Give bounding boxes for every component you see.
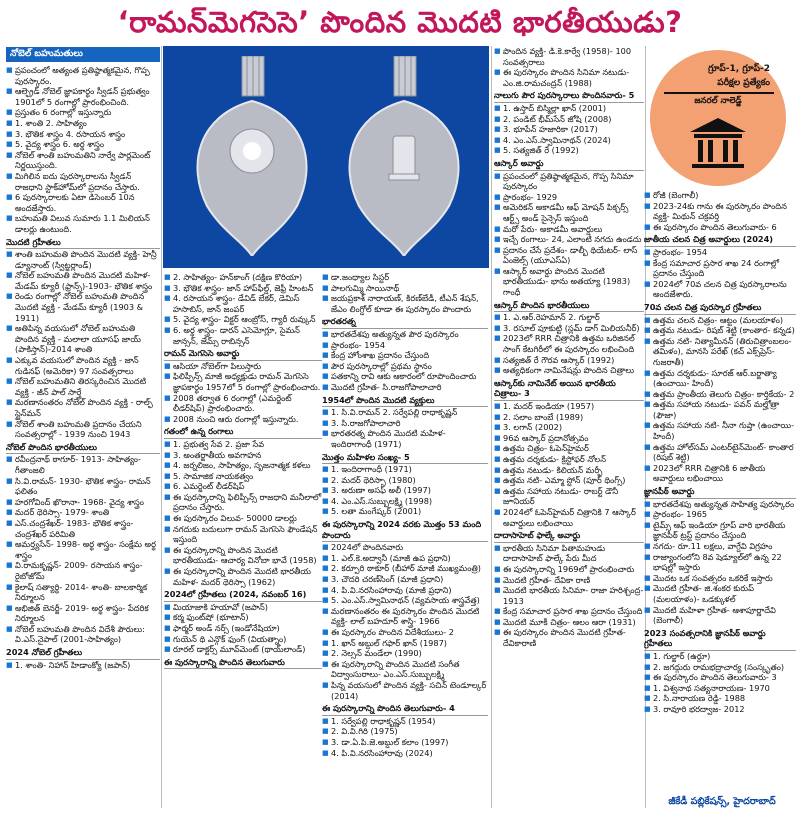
list-item: ■ రాజ్యాంగంలోని 8వ షెడ్యూల్‌లో ఉన్న 22 భాషల్లో ఇస్తారు xyxy=(644,552,796,573)
list-item: ■ ఎస్‌.చంద్రశేఖర్‌- 1983- భౌతిక శాస్త్రం- చంద్రశేఖర్‌ పరిమితి xyxy=(6,518,160,539)
ramon-magsaysay-medal-image xyxy=(177,56,327,256)
list-item: ■ 4. ఎం.ఎస్‌.సుబ్బులక్ష్మి (1998) xyxy=(322,496,488,507)
list-item: ■ ఈ పురస్కారం పొందిన తెలుగువారు- 6 xyxy=(644,222,796,233)
list-item: ■ మొదటి మహిళా గ్రహీత- ఆశాపూర్ణాదేవి (బెంగాలీ) xyxy=(644,605,796,626)
list-item: ■ 2023లో RRR చిత్రానికి 6 జాతీయ అవార్డులు లభించాయి xyxy=(644,463,796,484)
list-item: ■ ప్రపంచంలో ప్రతిష్ఠాత్మకమైన, గొప్ప సినిమా పురస్కారం xyxy=(494,171,644,192)
list-item: ■ ఉత్తమ సహాయ నటుడు- రాబర్ట్‌ డౌనీ జూనియర్‌ xyxy=(494,486,644,507)
list-item: ■ కేంద్ర హోంశాఖ ప్రదానం చేస్తుంది xyxy=(322,350,488,361)
list-item: ■ రూరల్‌ డాక్టర్స్‌ మూవ్‌మెంట్‌ (థాయ్‌లాండ్‌) xyxy=(164,644,322,655)
list-item: ■ 3. లగాన్‌ (2002) xyxy=(494,422,644,433)
subhead-2024-magsaysay: 2024లో గ్రహీతలు (2024, నవంబర్‌ 16) xyxy=(164,589,322,602)
list-item: ■ పొందిన వ్యక్తి- డి.కె.కార్వే (1958)- 100 సంవత్సరాలు xyxy=(494,46,644,67)
list-item: ■ ప్రదానం చేసే ప్రదేశం- డాల్బీ థియేటర్‌- లాస్‌ ఏంజెల్స్‌ (యూఎస్‌ఏ) xyxy=(494,245,644,266)
list-item: ■ 3. భౌతిక శాస్త్రం- జాన్‌ హాప్‌ఫీల్డ్‌, జెఫ్రీ హింటన్‌ xyxy=(164,283,322,294)
list-item: ■ సి.వి.రామన్‌- 1930- భౌతిక శాస్త్రం- రామన్‌ ఫలితం xyxy=(6,476,160,497)
list-item: ■ 2008 తర్వాత 6 రంగాల్లో (ఎమర్జెంట్‌ లీడర్‌షిప్‌) ప్రారంభించారు. xyxy=(164,393,322,414)
column-divider xyxy=(491,46,492,808)
building-icon xyxy=(686,112,750,176)
list-item: ■ 2024లో పొందినవారు xyxy=(322,542,488,553)
list-item: ■ 1. విశ్వనాథ సత్యనారాయణ- 1970 xyxy=(644,683,796,694)
medals-banner xyxy=(163,46,489,268)
list-item: ■ 1. ఎ.ఆర్‌.రెహమాన్‌ 2. గుల్జార్‌ xyxy=(494,312,644,323)
subhead-first-winners: మొదటి గ్రహీతలు xyxy=(6,237,160,250)
list-item: ■ 2024లో ఓపెన్‌హైమర్‌ చిత్రానికి 7 ఆస్కార్‌ అవార్డులు లభించాయి xyxy=(494,507,644,528)
list-item: ■ 2. జగద్గురు రామభద్రాచార్య (సంస్కృతం) xyxy=(644,662,796,673)
list-item: ■ 3. అరుణా అసఫ్‌ అలీ (1997) xyxy=(322,485,488,496)
list-item: ■ పౌర పురస్కారాల్లో ప్రథమ స్థానం xyxy=(322,361,488,372)
subhead-total-recipients: ఈ పురస్కారాన్ని 2024 వరకు మొత్తం 53 మంది పొందారు xyxy=(322,519,488,542)
subhead-old-categories: గతంలో ఉన్న రంగాలు xyxy=(164,426,322,439)
list-item: ■ నగదు- రూ.11 లక్షలు, వాగ్దేవి విగ్రహం xyxy=(644,541,796,552)
list-item: ■ డా.జంధ్యాల సిస్టర్‌ xyxy=(322,272,488,283)
page-title: ‘రామన్‌మెగసెసె’ పొందిన మొదటి భారతీయుడు? xyxy=(117,5,683,39)
list-item: ■ ఉత్తమ నటుడు- రిషబ్‌ శెట్టి (కాంతార- కన్నడ) xyxy=(644,325,796,336)
list-item: ■ 3. భౌతిక శాస్త్రం 4. రసాయన శాస్త్రం xyxy=(6,129,160,140)
subhead-oscar-nominated: ఆస్కార్‌కు నామినేట్‌ అయిన భారతీయ చిత్రాలు- 3 xyxy=(494,378,644,401)
list-item: ■ 4. పి.వి.నరసింహారావు (2024) xyxy=(322,748,488,759)
list-item: ■ 3. సి.రాజగోపాలాచారి xyxy=(322,418,488,429)
column-3 xyxy=(322,272,488,808)
list-item: ■ 1. ఎల్‌.కె.అద్వానీ (మాజీ ఉప ప్రధాని) xyxy=(322,553,488,564)
badge-line-1: గ్రూప్‌-1, గ్రూప్‌-2 xyxy=(708,64,770,74)
list-item: ■ 6 పురస్కారాలకు ఏటా డిసెంబర్‌ 10న అందజేస్తారు. xyxy=(6,192,160,213)
list-item: ■ రవీంద్రనాథ్‌ ఠాగూర్‌- 1913- సాహిత్యం- గీతాంజలి xyxy=(6,454,160,475)
list-item: ■ ఎక్కువ వయసులో పొందిన వ్యక్తి - జాన్‌ గుడినఫ్‌ (అమెరికా) 97 సంవత్సరాలు xyxy=(6,355,160,376)
list-item: ■ 2008 నుంచి ఆరు రంగాల్లో ఇస్తున్నారు. xyxy=(164,414,322,425)
list-item: ■ ఈ పురస్కారం పొందిన సినిమా నటుడు- ఎం.జి.రామచంద్రన్‌ (1988) xyxy=(494,67,644,88)
list-item: ■ ఆసియా నోబెల్‌గా పిలుస్తారు xyxy=(164,361,322,372)
subhead-2024-winners: 2024 నోబెల్‌ గ్రహీతలు xyxy=(6,647,160,660)
list-item: ■ బహుమతి విలువ సుమారు 1.1 మిలియన్‌ డాలర్లు ఉంటుంది. xyxy=(6,213,160,234)
list-item: ■ పాలగుమ్మి సాయినాథ్‌ xyxy=(322,283,488,294)
list-item: ■ ఉత్తమ నటుడు- కిలియన్‌ మర్ఫీ xyxy=(494,465,644,476)
list-item: ■ ఈ పురస్కారం పొందిన తెలుగువారు- 3 xyxy=(644,672,796,683)
list-item: ■ అమర్త్యసేన్‌- 1998- అర్థ శాస్త్రం- సంక్షేమ అర్థ శాస్త్రం xyxy=(6,539,160,560)
list-item: ■ ఫార్మర్‌ అండ్‌ నర్స్‌ (ఇండోనేషియా) xyxy=(164,623,322,634)
list-item: ■ ఉత్తమ దర్శకుడు- క్రిస్టోఫర్‌ నోలన్‌ xyxy=(494,454,644,465)
list-item: ■ 2023-24కు గాను ఈ పురస్కారం పొందిన వ్యక్తి- మిథున్‌ చక్రవర్తి xyxy=(644,201,796,222)
list-item: ■ భారతదేశపు అత్యున్నత పౌర పురస్కారం xyxy=(322,329,488,340)
column-2 xyxy=(164,272,322,808)
list-item: ■ నోబెల్‌ శాంతి బహుమతి ప్రదానం చేయని సంవత్సరాల్లో - 1939 నుంచి 1943 xyxy=(6,419,160,440)
list-item: ■ ఉత్తమ నటి- నిత్యామీనన్‌ (తిరుచిత్రాంబలం- తమిళం), మానసి పరేఖ్‌ (కచ్‌ ఎక్స్‌ప్రెస్‌- గుజరాతీ) xyxy=(644,336,796,368)
list-item: ■ 1. గుల్జార్‌ (ఉర్దూ) xyxy=(644,651,796,662)
list-item: ■ 3. చౌదరి చరణ్‌సింగ్‌ (మాజీ ప్రధాని) xyxy=(322,574,488,585)
list-item: ■ ఈ పురస్కారం విలువ- 50000 డాలర్లు xyxy=(164,513,322,524)
list-item: ■ ఉత్తమ హోల్‌సమ్‌ ఎంటర్‌టైన్‌మెంట్‌- కాంతార (రిషబ్‌ శెట్టి) xyxy=(644,442,796,463)
list-item: ■ ఉత్తమ నటి- ఎమ్మా స్టోన్‌ (పూర్‌ థింగ్స్‌) xyxy=(494,475,644,486)
subhead-women-count: మొత్తం మహిళల సంఖ్య- 5 xyxy=(322,452,488,465)
list-item: ■ 1. శాంతి- నిహాన్‌ హిడాంక్యో (జపాన్‌) xyxy=(6,660,160,671)
list-item: ■ మరో పేరు- అకాడమీ అవార్డులు xyxy=(494,224,644,235)
subhead-four-awards: నాలుగు పౌర పురస్కారాలు పొందినవారు- 5 xyxy=(494,90,644,103)
list-item: ■ 1. ఉస్తాద్‌ బిస్మిల్లా ఖాన్‌ (2001) xyxy=(494,103,644,114)
list-item: ■ అభిజిత్‌ బెనర్జీ- 2019- అర్థ శాస్త్రం- పేదరిక నిర్మూలన xyxy=(6,603,160,624)
list-item: ■ 1. ఖాన్‌ అబ్దుల్‌ గఫార్‌ ఖాన్‌ (1987) xyxy=(322,638,488,649)
list-item: ■ రోజీ (బెంగాలీ) xyxy=(644,190,796,201)
list-item: ■ 4. జర్నలిజం, సాహిత్యం, సృజనాత్మక కళలు xyxy=(164,460,322,471)
badge-line-3: జనరల్‌ నాలెడ్జ్‌ xyxy=(694,96,742,106)
list-item: ■ ప్రారంభం- 1929 xyxy=(494,192,644,203)
list-item: ■ భారతదేశపు అత్యున్నత సాహిత్య పురస్కారం xyxy=(644,499,796,510)
list-item: ■ ఈ పురస్కారం పొందిన మొదటి గ్రహీత- దేవికారాణి xyxy=(494,627,644,648)
list-item: ■ ప్రపంచంలో అత్యంత ప్రతిష్ఠాత్మకమైన, గొప్ప పురస్కారం. xyxy=(6,65,160,86)
list-item: ■ హరగోవింద్‌ ఖొరానా- 1968- వైద్య శాస్త్రం xyxy=(6,497,160,508)
list-item: ■ 2. సలాం బాంబే (1989) xyxy=(494,412,644,423)
subhead-indian-winners: నోబెల్‌ పొందిన భారతీయులు xyxy=(6,442,160,455)
subhead-bharat-ratna: భారతరత్న xyxy=(322,316,488,329)
list-item: ■ భారతరత్న పొందిన మొదటి మహిళ- ఇందిరాగాంధీ (1971) xyxy=(322,428,488,449)
list-item: ■ 2. సాహిత్యం- హన్‌కాంగ్‌ (దక్షిణ కొరియా) xyxy=(164,272,322,283)
list-item: ■ భారతీయ సినిమా పితామహుడు దాదాసాహెబ్‌ ఫాల్కే పేరు మీద xyxy=(494,543,644,564)
list-item: ■ 5. వైద్య శాస్త్రం- విక్టర్‌ ఆంబ్రోస్‌, గ్యారీ రువ్కున్‌ xyxy=(164,314,322,325)
list-item: ■ ఉత్తమ సహాయ నటి- నీనా గుప్తా (ఉంచాయి- హిందీ) xyxy=(644,420,796,441)
badge-divider xyxy=(664,92,774,94)
list-item: ■ 3. రసూల్‌ పూకుట్టి (స్లమ్‌ డాగ్‌ మిలియనీర్‌) xyxy=(494,323,644,334)
subhead-70th-winners: 70వ చలన చిత్ర పురస్కార గ్రహీతలు xyxy=(644,302,796,315)
list-item: ■ పతకాన్ని రావి ఆకు ఆకారంలో రూపొందించారు xyxy=(322,371,488,382)
list-item: ■ 1. మదర్‌ ఇండియా (1957) xyxy=(494,401,644,412)
list-item: ■ 1. సర్వేపల్లి రాధాకృష్ణన్‌ (1954) xyxy=(322,716,488,727)
subhead-jnanpith: జ్ఞానపీఠ్‌ అవార్డు xyxy=(644,486,796,499)
subhead-telugu-magsaysay: ఈ పురస్కారాన్ని పొందిన తెలుగువారు xyxy=(164,657,322,670)
list-item: ■ వి.రామకృష్ణన్‌- 2009- రసాయన శాస్త్రం- రైబోజోమ్‌ xyxy=(6,560,160,581)
list-item: ■ 3. అంతర్జాతీయ అవగాహన xyxy=(164,450,322,461)
list-item: ■ మొదటి భారతీయ సినిమా- రాజా హరిశ్చంద్ర- 1913 xyxy=(494,585,644,606)
list-item: ■ 5. సామాజిక నాయకత్వం xyxy=(164,471,322,482)
list-item: ■ పిన్న వయసులో పొందిన వ్యక్తి- సచిన్‌ టెండూల్కర్‌ (2014) xyxy=(322,680,488,701)
list-item: ■ ఉత్తమ దర్శకుడు- సూరజ్‌ ఆర్‌.బర్జాత్యా (ఉంచాయి- హిందీ) xyxy=(644,368,796,389)
column-divider xyxy=(161,46,162,808)
section-head-nobel: నోబెల్‌ బహుమతులు xyxy=(6,47,160,62)
list-item: ■ మరణానంతరం నోబెల్‌ పొందిన వ్యక్తి - రాల్ఫ్‌ స్టైన్‌మన్‌ xyxy=(6,397,160,418)
list-item: ■ ఆల్ఫ్రెడ్‌ నోబెల్‌ జ్ఞాపకార్థం స్వీడన్‌ ప్రభుత్వం 1901లో 5 రంగాల్లో ప్రారంభించింది. xyxy=(6,86,160,107)
list-item: ■ మొదటి గ్రహీత- సి.రాజగోపాలాచారి xyxy=(322,382,488,393)
list-item: ■ 2023లో RRR చిత్రానికి ఉత్తమ ఒరిజినల్‌ సాంగ్‌ కేటగిరీలో ఈ పురస్కారం లభించింది xyxy=(494,333,644,354)
list-item: ■ మరణానంతరం ఈ పురస్కారం పొందిన మొదటి వ్యక్తి- లాల్‌ బహదూర్‌ శాస్త్రి- 1966 xyxy=(322,606,488,627)
list-item: ■ ఫిలిప్పీన్స్‌ మాజీ అధ్యక్షుడు రామన్‌ మెగసెసె జ్ఞాపకార్థం 1957లో 5 రంగాల్లో ప్రారంభించారు. xyxy=(164,371,322,392)
list-item: ■ 6. అర్థ శాస్త్రం- డారన్‌ ఎసెమోగ్లూ, సైమన్‌ జాన్సన్‌, జేమ్స్‌ రాబిన్సన్‌ xyxy=(164,325,322,346)
list-item: ■ 2. సి.నారాయణ రెడ్డి- 1988 xyxy=(644,693,796,704)
list-item: ■ 4. పి.వి.నరసింహారావు (మాజీ ప్రధాని) xyxy=(322,585,488,596)
list-item: ■ 5. లతా మంగేష్కర్‌ (2001) xyxy=(322,506,488,517)
list-item: ■ 1. శాంతి 2. సాహిత్యం xyxy=(6,118,160,129)
badge-line-2: పరీక్షల ప్రత్యేకం xyxy=(717,78,770,88)
list-item: ■ ఉత్తమ సహాయ నటుడు- పవన్‌ మల్హోత్రా (ఫౌజా) xyxy=(644,399,796,420)
list-item: ■ సత్యజిత్‌ రే గౌరవ ఆస్కార్‌ (1992) xyxy=(494,355,644,366)
list-item: ■ ప్రారంభం- 1965 xyxy=(644,509,796,520)
list-item: ■ 1. ఇందిరాగాంధీ (1971) xyxy=(322,464,488,475)
list-item: ■ జయప్రకాశ్‌ నారాయణ్‌, కిరణ్‌బేడీ, టీఎన్‌ శేషన్‌, జేఎం లింగ్డోల్‌ కూడా ఈ పురస్కారం పొందారు xyxy=(322,293,488,314)
list-item: ■ నోబెల్‌ శాంతి బహుమతిని నార్వే పార్లమెంట్‌ నిర్ణయిస్తుంది. xyxy=(6,150,160,171)
list-item: ■ ఈ పురస్కారం పొందిన విదేశీయులు- 2 xyxy=(322,627,488,638)
list-item: ■ ఈ పురస్కారాన్ని 1969లో ప్రారంభించారు xyxy=(494,564,644,575)
list-item: ■ 2. కర్పూరి ఠాకూర్‌ (బీహార్‌ మాజీ ముఖ్యమంత్రి) xyxy=(322,563,488,574)
list-item: ■ 5. సత్యజిత్‌ రే (1992) xyxy=(494,145,644,156)
list-item: ■ 3. డా.ఏ.పి.జె.అబ్దుల్‌ కలాం (1997) xyxy=(322,737,488,748)
list-item: ■ రెండు రంగాల్లో నోబెల్‌ బహుమతి పొందిన మొదటి వ్యక్తి - మేడమ్‌ క్యూరీ (1903 & 1911) xyxy=(6,291,160,323)
list-item: ■ అమెరికన్‌ అకాడమీ ఆఫ్‌ మోషన్‌ పిక్చర్స్‌ ఆర్ట్స్‌ అండ్‌ సైన్సెస్‌ ఇస్తుంది xyxy=(494,202,644,223)
column-5 xyxy=(644,190,796,808)
list-item: ■ 5. వైద్య శాస్త్రం 6. అర్థ శాస్త్రం xyxy=(6,139,160,150)
list-item: ■ 4. రసాయన శాస్త్రం- డేవిడ్‌ బేకర్‌, డెమిస్‌ హసాబిస్‌, జాన్‌ జంపర్‌ xyxy=(164,293,322,314)
subhead-national-film-awards: జాతీయ చలన చిత్ర అవార్డులు (2024) xyxy=(644,234,796,247)
list-item: ■ 5. ఎం.ఎస్‌.స్వామినాథన్‌ (వ్యవసాయ శాస్త్రవేత్త) xyxy=(322,595,488,606)
list-item: ■ ఉత్తమ చలన చిత్రం- ఆట్టం (మలయాళం) xyxy=(644,315,796,326)
list-item: ■ ఈ పురస్కారాన్ని ఫిలిప్పీన్స్‌ రాజధాని మనీలాలో ప్రదానం చేస్తారు. xyxy=(164,492,322,513)
list-item: ■ 2. పండిట్‌ భీమ్‌సేన్‌ జోషి (2008) xyxy=(494,114,644,125)
publisher-credit: జీకేడీ పబ్లికేషన్స్‌, హైదరాబాద్‌ xyxy=(668,796,776,807)
list-item: ■ 2024లో 70వ చలన చిత్ర పురస్కారాలను అందజేశారు. xyxy=(644,279,796,300)
list-item: ■ ఉత్తమ చిత్రం- ఓపెన్‌హైమర్‌ xyxy=(494,443,644,454)
subhead-phalke: దాదాసాహెబ్‌ ఫాల్కే అవార్డు xyxy=(494,530,644,543)
list-item: ■ 3. రావూరి భరద్వాజ- 2012 xyxy=(644,704,796,715)
list-item: ■ ఉత్తమ ప్రాంతీయ తెలుగు చిత్రం- కార్తికేయ- 2 xyxy=(644,389,796,400)
bharat-ratna-medal-image xyxy=(329,56,479,256)
list-item: ■ మొదటి మూకీ చిత్రం- ఆలం ఆరా (1931) xyxy=(494,617,644,628)
list-item: ■ ప్రస్తుతం 6 రంగాల్లో ఇస్తున్నారు xyxy=(6,107,160,118)
subhead-2023-jnanpith: 2023 సంవత్సరానికి జ్ఞానపీఠ్‌ అవార్డు గ్రహీతలు xyxy=(644,628,796,651)
list-item: ■ 6. ఎమర్జెంట్‌ లీడర్‌షిప్‌ xyxy=(164,481,322,492)
list-item: ■ 3. భూపేన్‌ హజారికా (2017) xyxy=(494,124,644,135)
list-item: ■ మొదటి గ్రహీత- జి.శంకర కురుప్‌ (మలయాళం)- ఒడక్కుళల్‌ xyxy=(644,583,796,604)
list-item: ■ 96వ ఆస్కార్‌ ప్రదానోత్సవం xyxy=(494,433,644,444)
list-item: ■ నోబెల్‌ బహుమతి పొందిన విదేశీ పౌరులు: వి.ఎస్‌.నైపాల్‌ (2001-సాహిత్యం) xyxy=(6,624,160,645)
section-badge xyxy=(646,46,796,188)
subhead-oscar-indians: ఆస్కార్‌ పొందిన భారతీయులు xyxy=(494,300,644,313)
column-1 xyxy=(6,46,160,808)
list-item: ■ నోబెల్‌ బహుమతిని తిరస్కరించిన మొదటి వ్యక్తి - జీన్‌ పాల్‌ సార్త్రే xyxy=(6,376,160,397)
list-item: ■ 1. ప్రభుత్వ సేవ 2. ప్రజా సేవ xyxy=(164,439,322,450)
list-item: ■ ప్రారంభం- 1954 xyxy=(322,340,488,351)
list-item: ■ కైలాష్‌ సత్యార్థి- 2014- శాంతి- బాలకార్మిక నిర్మూలన xyxy=(6,582,160,603)
list-item: ■ మొదట ఒక సంవత్సరం ఒకరికే ఇస్తారు xyxy=(644,573,796,584)
list-item: ■ మొదటి గ్రహీత- దేవికా రాణి xyxy=(494,575,644,586)
list-item: ■ గుయెన్‌ థి ఎన్గొక్‌ ఫుంగ్‌ (వియత్నాం) xyxy=(164,634,322,645)
list-item: ■ మియాజాకి హయావో (జపాన్‌) xyxy=(164,602,322,613)
subhead-1954-recipients: 1954లో పొందిన మొదటి వ్యక్తులు xyxy=(322,395,488,408)
list-item: ■ టైమ్స్‌ ఆఫ్‌ ఇండియా గ్రూప్‌ వారి భారతీయ జ్ఞానపీఠ్‌ ట్రస్ట్‌ ప్రదానం చేస్తుంది xyxy=(644,520,796,541)
list-item: ■ కేంద్ర సమాచార ప్రసార శాఖ ప్రదానం చేస్తుంది xyxy=(494,606,644,617)
column-4 xyxy=(494,46,644,808)
list-item: ■ ఆస్కార్‌ అవార్డు పొందిన మొదటి భారతీయుడు- భాను అతయ్యా (1983) గాంధీ xyxy=(494,266,644,298)
list-item: ■ 1. సి.వి.రామన్‌ 2. సర్వేపల్లి రాధాకృష్ణన్‌ xyxy=(322,407,488,418)
subhead-magsaysay: రామన్‌ మెగసెసె అవార్డు xyxy=(164,348,322,361)
list-item: ■ నగదుకు బదులుగా రామన్‌ మెగసెసె ఫౌండేషన్‌ ఇస్తుంది xyxy=(164,524,322,545)
list-item: ■ ఈ పురస్కారాన్ని పొందిన మొదటి భారతీయుడు- ఆచార్య వినోబా భావే (1958) xyxy=(164,545,322,566)
list-item: ■ ఈ పురస్కారాన్ని పొందిన మొదటి సంగీత విద్వాంసురాలు- ఎం.ఎస్‌.సుబ్బులక్ష్మి xyxy=(322,659,488,680)
list-item: ■ అతిపిన్న వయసులో నోబెల్‌ బహుమతి పొందిన వ్యక్తి - మలాలా యూసఫ్‌ జాయ్‌ (పాకిస్తాన్‌)-2014 శాంతి xyxy=(6,323,160,355)
list-item: ■ అత్యధికంగా నామినేషన్లు పొందిన చిత్రాలు xyxy=(494,365,644,376)
subhead-oscar: ఆస్కార్‌ అవార్డు xyxy=(494,158,644,171)
list-item: ■ ప్రారంభం- 1954 xyxy=(644,247,796,258)
subhead-telugu-bharat-ratna: ఈ పురస్కారాన్ని పొందిన తెలుగువారు- 4 xyxy=(322,703,488,716)
list-item: ■ మిగిలిన ఐదు పురస్కారాలను స్వీడన్‌ రాజధాని స్టాక్‌హోమ్‌లో ప్రదానం చేస్తారు. xyxy=(6,171,160,192)
list-item: ■ 2. నెల్సన్‌ మండేలా (1990) xyxy=(322,648,488,659)
list-item: ■ కర్మ ఫుంట్‌షో (భూటాన్‌) xyxy=(164,612,322,623)
list-item: ■ 2. వి.వి.గిరి (1975) xyxy=(322,726,488,737)
list-item: ■ ఇచ్చే రంగాలు- 24, ఎలాంటి నగదు ఉండదు xyxy=(494,234,644,245)
list-item: ■ మదర్‌ థెరిస్సా- 1979- శాంతి xyxy=(6,507,160,518)
list-item: ■ 4. ఎం.ఎస్‌.స్వామినాథన్‌ (2024) xyxy=(494,135,644,146)
list-item: ■ కేంద్ర సమాచార ప్రసార శాఖ 24 రంగాల్లో ప్రదానం చేస్తుంది xyxy=(644,258,796,279)
list-item: ■ ఈ పురస్కారాన్ని పొందిన మొదటి భారతీయ మహిళ- మదర్‌ థెరిస్సా (1962) xyxy=(164,566,322,587)
list-item: ■ నోబెల్‌ బహుమతి పొందిన మొదటి మహిళ- మేడమ్‌ క్యూరీ (ఫ్రాన్స్‌)-1903- భౌతిక శాస్త్రం xyxy=(6,270,160,291)
list-item: ■ శాంతి బహుమతి పొందిన మొదటి వ్యక్తి- హెన్రీ డ్యూనాంట్‌ (స్విట్జర్లాండ్‌) xyxy=(6,249,160,270)
list-item: ■ 2. మదర్‌ థెరిస్సా (1980) xyxy=(322,475,488,486)
